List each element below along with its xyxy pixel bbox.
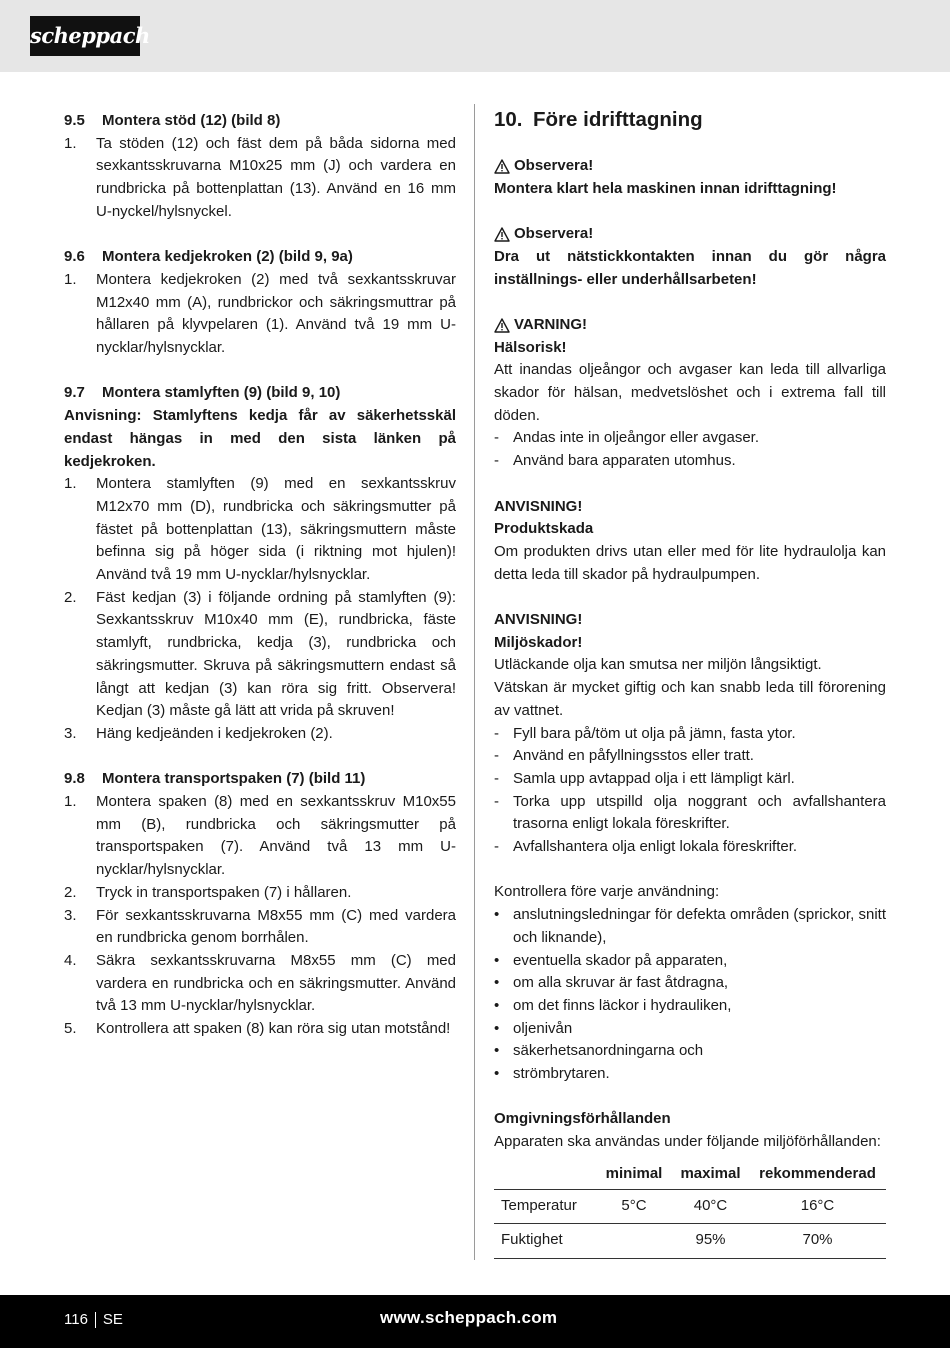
bullet-item: • säkerhetsanordningarna och [494, 1040, 886, 1063]
bullet-item: • oljenivån [494, 1018, 886, 1041]
scheppach-logo: scheppach [30, 16, 140, 56]
list-item [64, 587, 456, 723]
environment-table [494, 1161, 886, 1259]
item-number: 1. [64, 134, 77, 152]
column-header [494, 1161, 596, 1189]
env-text: Apparaten ska användas under följande miljöförhållanden: [494, 1133, 881, 1151]
list-item: - Använd en påfyllningsstos eller tratt. [494, 745, 886, 768]
bullet-item: • om alla skruvar är fast åtdragna, [494, 972, 886, 995]
website-url: www.scheppach.com [380, 1308, 558, 1327]
item-text: strömbrytaren. [513, 1065, 610, 1083]
item-text: eventuella skador på apparaten, [513, 951, 728, 969]
warning-label: VARNING! [514, 315, 588, 333]
list-item [64, 723, 456, 746]
column-divider [474, 104, 475, 1260]
item-number: 3. [64, 724, 77, 742]
item-text: Använd bara apparaten utomhus. [513, 452, 736, 470]
warning-text: Att inandas oljeångor och avgaser kan leda till allvarliga skador för hälsan, medvetslöshet och i extrema fall till döden. [494, 361, 886, 424]
table-cell: 5°C [596, 1189, 672, 1224]
notice-text: Montera klart hela maskinen innan idrifttagning! [494, 179, 837, 197]
notice-subtitle: Miljöskador! [494, 633, 583, 651]
item-number: 1. [64, 270, 77, 288]
item-text: Ta stöden (12) och fäst dem på båda sidorna med sexkantsskruvarna M10x25 mm (J) och vardera en rundbricka på bottenplattan (13). Använd en 16 mm U-nyckel/hylsnyckel. [96, 134, 456, 220]
notice-heading [494, 223, 886, 246]
section-title: Montera stöd (12) (bild 8) [102, 112, 281, 129]
bullet-item: • eventuella skador på apparaten, [494, 950, 886, 973]
table-cell: Fuktighet [494, 1224, 596, 1259]
item-text: Tryck in transportspaken (7) i hållaren. [96, 883, 352, 901]
item-text: Montera kedjekroken (2) med två sexkantsskruvar M12x40 mm (A), rundbrickor och säkringsmuttrar på hållaren på klyvpelaren (1). Använd två 19 mm U-nycklar/hylsnycklar. [96, 270, 456, 357]
page-number [64, 1311, 123, 1328]
item-text: För sexkantsskruvarna M8x55 mm (C) med vardera en rundbricka genom borrhålen. [96, 906, 456, 947]
item-number: 5. [64, 1020, 77, 1038]
list-item [64, 905, 456, 950]
left-column [64, 110, 456, 1041]
list-item [64, 950, 456, 1018]
item-number: 2. [64, 883, 77, 901]
table-row [494, 1224, 886, 1259]
column-header: minimal [596, 1161, 672, 1189]
env-title: Omgivningsförhållanden [494, 1110, 671, 1128]
notice-label: ANVISNING! [494, 611, 583, 628]
item-number: 3. [64, 906, 77, 924]
item-text: Säkra sexkantsskruvarna M8x55 mm (C) med vardera en rundbricka och en säkringsmutter. Använd två 13 mm U-nycklar/hylsnycklar. [96, 951, 456, 1015]
notice-label: Observera! [514, 225, 594, 243]
section-number: 9.8 [64, 770, 85, 788]
notice-subtitle: Produktskada [494, 520, 594, 538]
notice-label: ANVISNING! [494, 497, 583, 515]
item-text: oljenivån [513, 1019, 573, 1037]
item-text: anslutningsledningar för defekta områden (sprickor, snitt och liknande), [513, 906, 886, 946]
warning-heading [494, 314, 886, 337]
section-heading-9-6 [64, 246, 456, 269]
page-number-value: 116 [64, 1311, 88, 1328]
notice-text: Vätskan är mycket giftig och kan snabb leda till förorening av vattnet. [494, 679, 886, 719]
table-header-row [494, 1161, 886, 1189]
warning-triangle-icon [494, 159, 510, 174]
list-item: - Använd bara apparaten utomhus. [494, 450, 886, 473]
table-cell: 70% [749, 1224, 886, 1259]
item-number: 1. [64, 793, 77, 811]
item-number: 1. [64, 475, 77, 493]
section-heading-9-7 [64, 382, 456, 405]
table-row [494, 1189, 886, 1224]
chapter-title: Före idrifttagning [533, 108, 703, 131]
list-item: - Andas inte in oljeångor eller avgaser. [494, 427, 886, 450]
warning-triangle-icon [494, 318, 510, 333]
notice-text: Utläckande olja kan smutsa ner miljön långsiktigt. [494, 656, 822, 674]
section-number: 9.6 [64, 248, 85, 266]
section-title: Montera kedjekroken (2) (bild 9, 9a) [102, 248, 353, 266]
bullet-item: • om det finns läckor i hydrauliken, [494, 995, 886, 1018]
table-cell: 16°C [749, 1189, 886, 1224]
list-item: - Torka upp utspilld olja noggrant och avfallshantera trasorna enligt lokala föreskrifter. [494, 791, 886, 836]
item-text: Montera spaken (8) med en sexkantsskruv M10x55 mm (B), rundbricka och säkringsmutter på transportspaken (7). Använd två 13 mm U-nycklar/hylsnycklar. [96, 793, 456, 879]
item-text: Kontrollera att spaken (8) kan röra sig utan motstånd! [96, 1020, 451, 1038]
list-item: - Avfallshantera olja enligt lokala föreskrifter. [494, 836, 886, 859]
notice-text: Om produkten drivs utan eller med för lite hydraulolja kan detta leda till skador på hydraulpumpen. [494, 542, 886, 583]
list-item [64, 133, 456, 224]
safety-note: Anvisning: Stamlyftens kedja får av säkerhetsskäl endast hängas in med den sista länken på kedjekroken. [64, 407, 456, 470]
list-item: - Fyll bara på/töm ut olja på jämn, fasta ytor. [494, 723, 886, 746]
item-text: Avfallshantera olja enligt lokala föreskrifter. [513, 838, 798, 856]
item-text: om det finns läckor i hydrauliken, [513, 996, 732, 1014]
page-footer [0, 1295, 950, 1348]
item-text: Häng kedjeänden i kedjekroken (2). [96, 724, 333, 742]
notice-text: Dra ut nätstickkontakten innan du gör några inställnings- eller underhållsarbeten! [494, 247, 886, 288]
item-text: om alla skruvar är fast åtdragna, [513, 974, 729, 992]
section-title: Montera transportspaken (7) (bild 11) [102, 770, 366, 788]
column-header: rekommenderad [749, 1161, 886, 1189]
list-item [64, 473, 456, 587]
item-text: Andas inte in oljeångor eller avgaser. [513, 429, 759, 447]
section-heading-9-8 [64, 768, 456, 791]
item-number: 4. [64, 951, 77, 969]
notice-label: Observera! [514, 157, 594, 174]
right-column [494, 110, 886, 1259]
item-text: Använd en påfyllningsstos eller tratt. [513, 747, 754, 765]
section-heading-9-5 [64, 110, 456, 133]
checklist-intro: Kontrollera före varje användning: [494, 883, 720, 901]
page-header [0, 0, 950, 72]
list-item [64, 269, 456, 360]
table-cell: 95% [672, 1224, 749, 1259]
notice-heading [494, 155, 886, 178]
chapter-number: 10. [494, 108, 523, 131]
list-item [64, 882, 456, 905]
table-cell [596, 1224, 672, 1259]
column-header: maximal [672, 1161, 749, 1189]
item-number: 2. [64, 588, 77, 606]
item-text: Torka upp utspilld olja noggrant och avfallshantera trasorna enligt lokala föreskrifter. [513, 792, 886, 833]
table-cell: Temperatur [494, 1189, 596, 1224]
item-text: säkerhetsanordningarna och [513, 1042, 704, 1060]
item-text: Samla upp avtappad olja i ett lämpligt kärl. [513, 769, 795, 787]
language-code: SE [102, 1311, 123, 1328]
section-number: 9.5 [64, 112, 85, 129]
item-text: Fyll bara på/töm ut olja på jämn, fasta ytor. [513, 724, 796, 742]
warning-subtitle: Hälsorisk! [494, 338, 567, 356]
item-text: Fäst kedjan (3) i följande ordning på stamlyften (9): Sexkantsskruv M10x40 mm (E), rundbricka, fäste stamlyft, rundbricka, kedja (3), rundbricka och säkringsmutter. Skruva på säkringsmuttern endast så långt att kedjan (3) kan röra sig fritt. Observera! Kedjan (3) måste gå lätt att vrida på skruven! [96, 588, 456, 720]
item-text: Montera stamlyften (9) med en sexkantsskruv M12x70 mm (D), rundbricka och säkringsmutter på fästet på bottenplattan (13), säkringsmuttern måste befinna sig på höger sida (i riktning mot hjulen)! Använd två 19 mm U-nycklar/hylsnycklar. [96, 475, 456, 584]
section-number: 9.7 [64, 384, 85, 402]
list-item [64, 1018, 456, 1041]
warning-triangle-icon [494, 227, 510, 242]
bullet-item: • anslutningsledningar för defekta områden (sprickor, snitt och liknande), [494, 904, 886, 949]
bullet-item: • strömbrytaren. [494, 1063, 886, 1086]
chapter-heading-10 [494, 108, 886, 132]
list-item: - Samla upp avtappad olja i ett lämpligt kärl. [494, 768, 886, 791]
table-cell: 40°C [672, 1189, 749, 1224]
list-item [64, 791, 456, 882]
section-title: Montera stamlyften (9) (bild 9, 10) [102, 384, 341, 402]
